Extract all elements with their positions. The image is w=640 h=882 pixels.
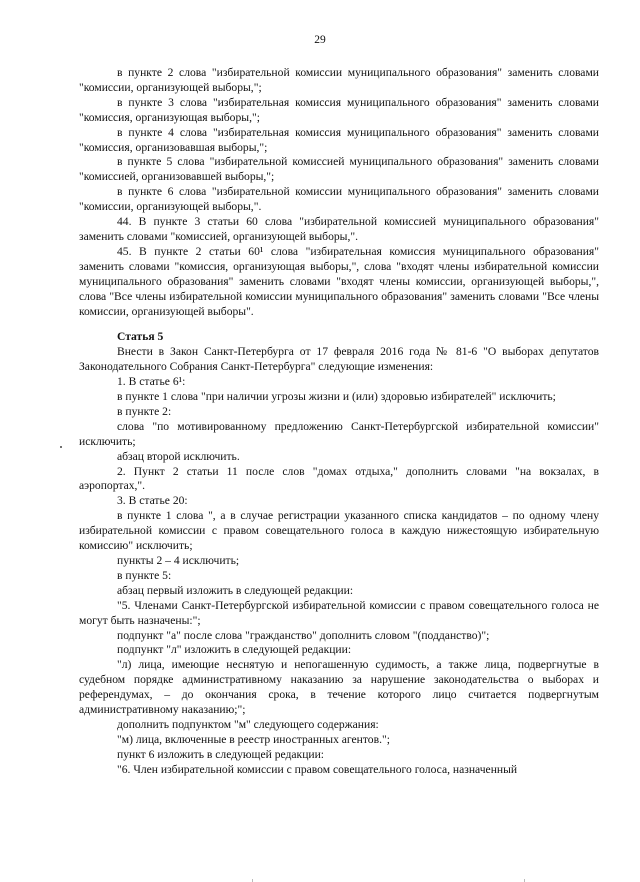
paragraph: "6. Член избирательной комиссии с правом совещательного голоса, назначенный: [117, 762, 518, 776]
paragraph: в пункте 4 слова "избирательная комиссия муниципального образования" заменить словами "комиссия, организовавшая выборы,";: [79, 125, 599, 154]
paragraph: слова "по мотивированному предложению Санкт-Петербургской избирательной комиссии" исключить;: [79, 419, 599, 448]
paragraph: "л) лица, имеющие неснятую и непогашенную судимость, а также лица, подвергнутые в судебном порядке административному наказанию за нарушение законодательства о выборах и референдумах, – до окончания срока, в течение которого лицо считается подвергнутым административному наказанию;";: [79, 658, 599, 717]
paragraph: 2. Пункт 2 статьи 11 после слов "домах отдыха," дополнить словами "на вокзалах, в аэропортах,".: [79, 464, 599, 493]
paragraph: подпункт "л" изложить в следующей редакции:: [117, 643, 352, 657]
paragraph: 45. В пункте 2 статьи 60¹ слова "избирательная комиссия муниципального образования" заменить словами "комиссия, организующая выборы,", слова "входят члены избирательной комиссии муниципального образования" заменить словами "входят члены комиссии, организующей выборы,", слова "Все члены избирательной комиссии муниципального образования" заменить словами "Все члены комиссии, организующей выборы".: [79, 244, 599, 318]
section-heading: Статья 5: [117, 330, 164, 344]
paragraph: 1. В статье 6¹:: [117, 375, 186, 389]
paragraph: Внести в Закон Санкт-Петербурга от 17 февраля 2016 года № 81-6 "О выборах депутатов Законодательного Собрания Санкт-Петербурга" следующие изменения:: [79, 345, 599, 374]
paragraph: в пункте 5:: [117, 568, 172, 582]
paragraph: в пункте 6 слова "избирательной комиссии муниципального образования" заменить словами "комиссии, организующей выборы,".: [79, 185, 599, 214]
paragraph: "м) лица, включенные в реестр иностранных агентов.";: [117, 732, 390, 746]
paragraph: 3. В статье 20:: [117, 494, 188, 508]
paragraph: в пункте 3 слова "избирательная комиссия муниципального образования" заменить словами "комиссия, организующая выборы,";: [79, 95, 599, 124]
paragraph: "5. Членами Санкт-Петербургской избирательной комиссии с правом совещательного голоса не могут быть назначены:";: [79, 598, 599, 627]
paragraph: в пункте 5 слова "избирательной комиссией муниципального образования" заменить словами "комиссией, организовавшей выборы,";: [79, 155, 599, 184]
paragraph: в пункте 2:: [117, 404, 172, 418]
paragraph: подпункт "а" после слова "гражданство" дополнить словом "(подданство)";: [117, 628, 490, 642]
paragraph: дополнить подпунктом "м" следующего содержания:: [117, 717, 379, 731]
paragraph: в пункте 1 слова "при наличии угрозы жизни и (или) здоровью избирателей" исключить;: [117, 390, 556, 404]
scan-speck: [60, 446, 62, 448]
paragraph: в пункте 2 слова "избирательной комиссии муниципального образования" заменить словами "комиссии, организующей выборы,";: [79, 66, 599, 94]
paragraph: пункт 6 изложить в следующей редакции:: [117, 747, 325, 761]
paragraph: пункты 2 – 4 исключить;: [117, 554, 240, 567]
paragraph: абзац второй исключить.: [117, 449, 240, 463]
paragraph: 44. В пункте 3 статьи 60 слова "избирательной комиссией муниципального образования" заменить словами "комиссией, организующей выборы,".: [79, 215, 599, 243]
page-number: 29: [314, 34, 326, 46]
document-body: [79, 66, 599, 778]
paragraph: в пункте 1 слова ", а в случае регистрации указанного списка кандидатов – по одному члену избирательной комиссии с правом совещательного голоса в каждую нижестоящую избирательную комиссию" исключить;: [79, 509, 599, 553]
paragraph: абзац первый изложить в следующей редакции:: [117, 583, 354, 597]
